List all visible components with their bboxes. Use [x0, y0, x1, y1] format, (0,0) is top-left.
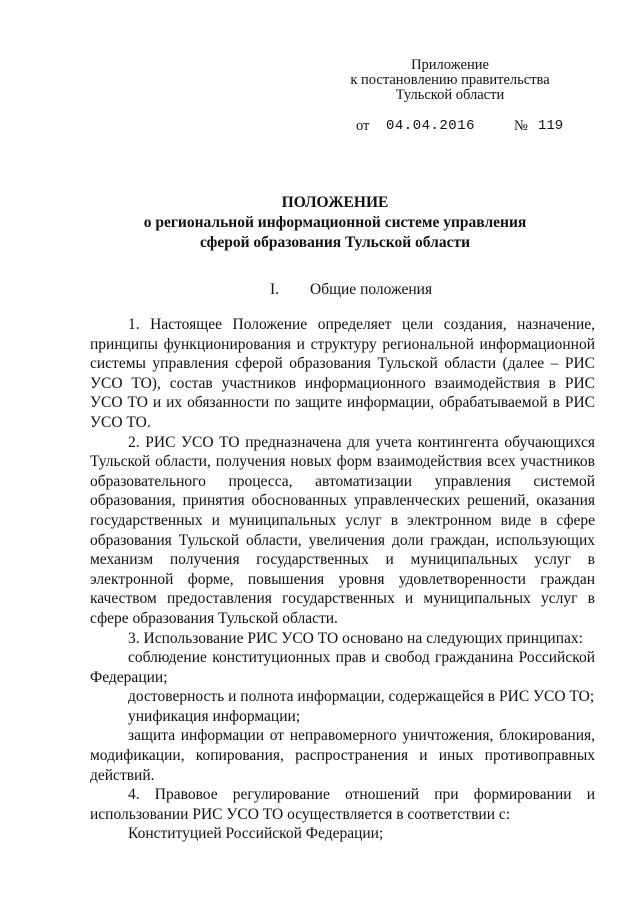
document-title — [100, 193, 570, 253]
number-sign: № — [514, 118, 528, 134]
paragraph: 2. РИС УСО ТО предназначена для учета контингента обучающихся Тульской области, получения новых форм взаимодействия всех участников образовательного процесса, автоматизации управления системой образования, принятия обоснованных управленческих решений, оказания государственных и муниципальных услуг в электронном виде в сфере образования Тульской области, увеличения доли граждан, использующих механизм получения государственных и муниципальных услуг в электронной форме, повышения уровня удовлетворенности граждан качеством предоставления государственных и муниципальных услуг в сфере образования Тульской области. — [90, 433, 595, 627]
decree-number: 119 — [538, 118, 564, 134]
title-line-2: о региональной информационной системе управления — [143, 214, 527, 231]
appendix-line-1: Приложение — [411, 57, 489, 73]
decree-date-number — [356, 118, 596, 136]
appendix-header — [340, 58, 560, 103]
title-line-3: сферой образования Тульской области — [199, 234, 471, 251]
paragraph: Конституцией Российской Федерации; — [128, 825, 384, 843]
paragraph: 3. Использование РИС УСО ТО основано на следующих принципах: — [128, 629, 583, 647]
appendix-line-3: Тульской области — [395, 87, 505, 103]
paragraph: 1. Настоящее Положение определяет цели создания, назначение, принципы функционирования и структуру региональной информационной системы управления сферой образования Тульской области (далее – РИС УСО ТО), состав участников информационного взаимодействия в РИС УСО ТО и их обязанности по защите информации, обрабатываемой в РИС УСО ТО. — [90, 316, 595, 431]
section-number: I. — [270, 281, 280, 298]
from-label: от — [356, 118, 370, 134]
appendix-line-2: к постановлению правительства — [350, 72, 550, 88]
section-title: Общие положения — [310, 281, 433, 298]
paragraph: достоверность и полнота информации, содержащейся в РИС УСО ТО; — [128, 688, 595, 706]
paragraph: унификация информации; — [128, 707, 301, 725]
paragraph: 4. Правовое регулирование отношений при формировании и использовании РИС УСО ТО осуществляется в соответствии с: — [90, 786, 595, 823]
paragraph: защита информации от неправомерного уничтожения, блокирования, модификации, копирования, распространения и иных противоправных действий. — [90, 727, 595, 784]
document-body — [90, 315, 595, 844]
paragraph: соблюдение конституционных прав и свобод гражданина Российской Федерации; — [90, 649, 595, 686]
decree-date: 04.04.2016 — [386, 118, 476, 134]
title-line-1: ПОЛОЖЕНИЕ — [281, 194, 389, 211]
